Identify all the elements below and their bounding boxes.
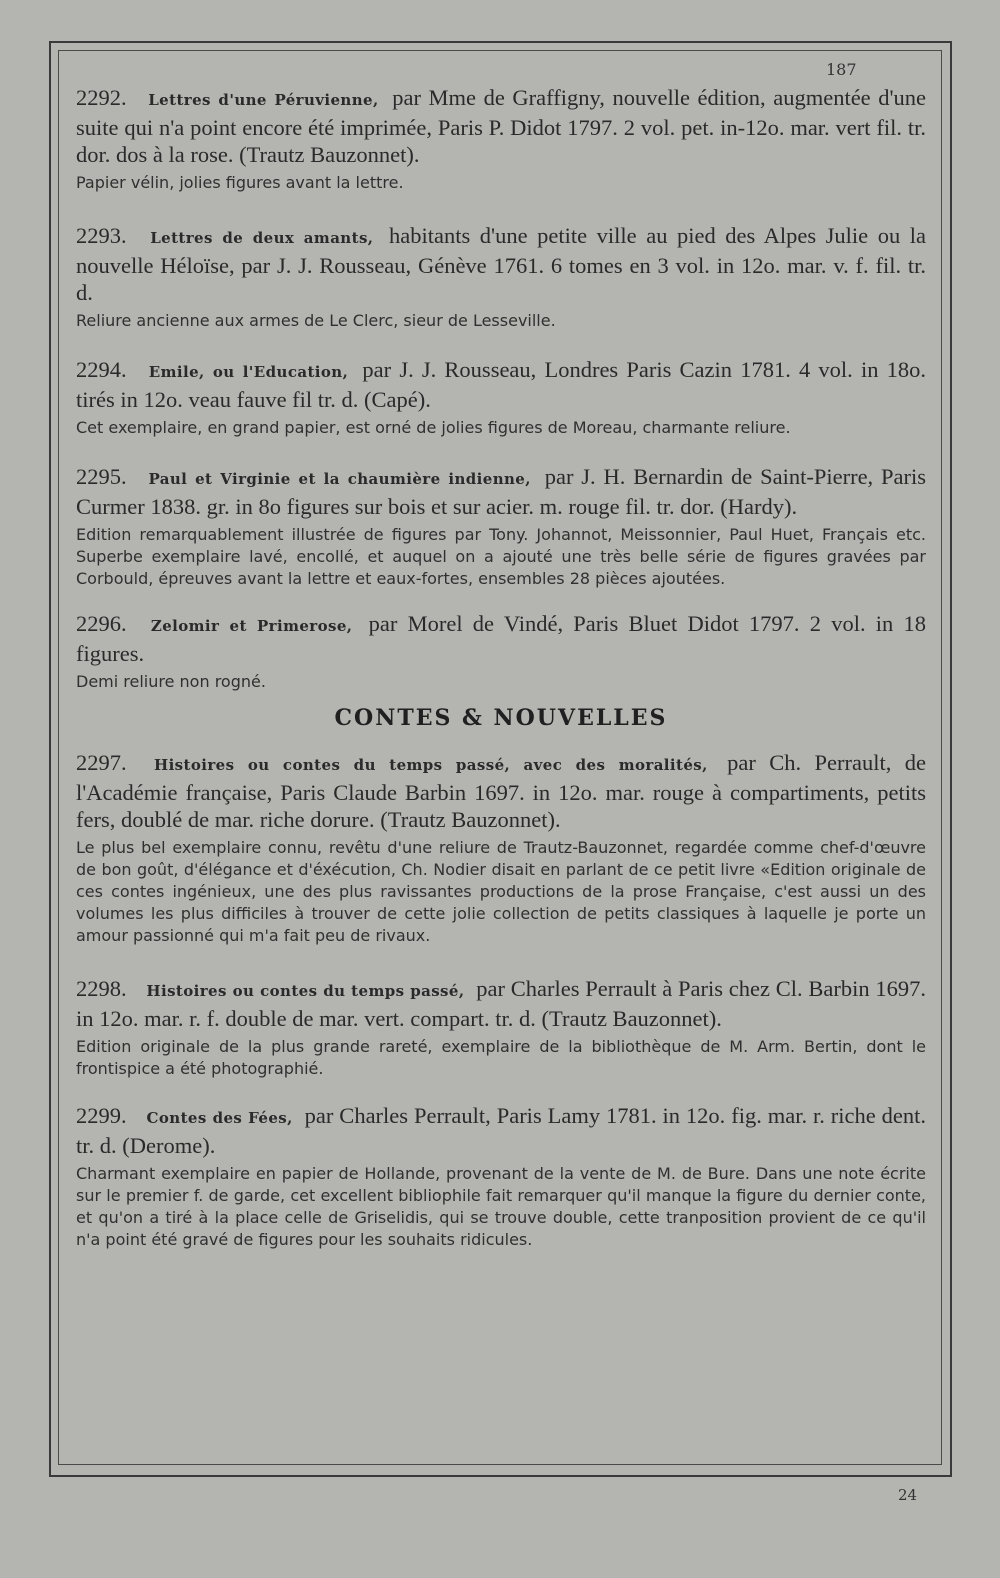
entry-title: Zelomir et Primerose,	[150, 617, 353, 635]
entry-number: 2294.	[76, 357, 127, 382]
entry-number: 2296.	[76, 611, 127, 636]
entry-description: par Morel de Vindé, Paris Bluet Didot 1797. 2 vol. in 18 figures.	[76, 611, 927, 666]
entry-description: par Charles Perrault, Paris Lamy 1781. in 12o. fig. mar. r. riche dent. tr. d. (Derome).	[76, 1103, 927, 1158]
catalogue-entry-2293	[76, 222, 926, 332]
entry-title: Contes des Fées,	[146, 1109, 293, 1127]
entry-note: Charmant exemplaire en papier de Hollande, provenant de la vente de M. de Bure. Dans une note écrite sur le premier f. de garde, cet excellent bibliophile fait remarquer qu'il manque la figure du dernier conte, et qu'on a tiré à la place celle de Griselidis, qui se trouve double, cette tranposition provient de ce qu'il n'a point été gravé de figures pour les souhaits ridicules.	[76, 1164, 926, 1249]
catalogue-entry-2294	[76, 356, 926, 439]
entry-description: par J. H. Bernardin de Saint-Pierre, Paris Curmer 1838. gr. in 8o figures sur bois et sur acier. m. rouge fil. tr. dor. (Hardy).	[76, 464, 927, 519]
entry-title: Emile, ou l'Education,	[148, 363, 349, 381]
catalogue-content	[76, 84, 926, 1251]
entry-number: 2292.	[76, 85, 127, 110]
entry-note: Edition remarquablement illustrée de figures par Tony. Johannot, Meissonnier, Paul Huet, Français etc. Superbe exemplaire lavé, encollé, et auquel on a ajouté une très belle série de figures gravées par Corbould, épreuves avant la lettre et eaux-fortes, ensembles 28 pièces ajoutées.	[76, 525, 926, 588]
entry-description: par Mme de Graffigny, nouvelle édition, augmentée d'une suite qui n'a point encore été imprimée, Paris P. Didot 1797. 2 vol. pet. in-12o. mar. vert fil. tr. dor. dos à la rose. (Trautz Bauzonnet).	[76, 85, 927, 167]
page-number: 187	[826, 60, 857, 79]
entry-number: 2295.	[76, 464, 127, 489]
entry-title: Lettres de deux amants,	[150, 229, 374, 247]
entry-number: 2297.	[76, 750, 127, 775]
entry-note: Demi reliure non rogné.	[76, 672, 266, 691]
entry-note: Le plus bel exemplaire connu, revêtu d'une reliure de Trautz-Bauzonnet, regardée comme chef-d'œuvre de bon goût, d'élégance et d'éxécution, Ch. Nodier disait en parlant de ce petit livre «Edition originale de ces contes ingénieux, une des plus ravissantes productions de la prose Française, c'est aussi un des volumes les plus difficiles à trouver de cette jolie collection de petits classiques à laquelle je porte un amour passionné qui m'a fait peu de rivaux.	[76, 838, 926, 945]
catalogue-entry-2296	[76, 610, 926, 693]
entry-description: habitants d'une petite ville au pied des Alpes Julie ou la nouvelle Héloïse, par J. J. Rousseau, Génève 1761. 6 tomes en 3 vol. in 12o. mar. v. f. fil. tr. d.	[76, 223, 926, 305]
entry-description: par Ch. Perrault, de l'Académie française, Paris Claude Barbin 1697. in 12o. mar. rouge à compartiments, petits fers, doublé de mar. riche dorure. (Trautz Bauzonnet).	[76, 750, 926, 832]
entry-note: Papier vélin, jolies figures avant la lettre.	[76, 173, 404, 192]
entry-number: 2293.	[76, 223, 127, 248]
catalogue-entry-2299	[76, 1102, 926, 1251]
entry-description: par Charles Perrault à Paris chez Cl. Barbin 1697. in 12o. mar. r. f. double de mar. vert. compart. tr. d. (Trautz Bauzonnet).	[76, 976, 927, 1031]
entry-title: Paul et Virginie et la chaumière indienne,	[148, 470, 531, 488]
catalogue-entry-2292	[76, 84, 926, 194]
entry-number: 2298.	[76, 976, 127, 1001]
catalogue-entry-2295	[76, 463, 926, 590]
entry-title: Histoires ou contes du temps passé, avec des moralités,	[154, 756, 708, 774]
entry-note: Edition originale de la plus grande rareté, exemplaire de la bibliothèque de M. Arm. Bertin, dont le frontispice a été photographié.	[76, 1037, 926, 1078]
catalogue-entry-2297	[76, 749, 926, 947]
section-heading: CONTES & NOUVELLES	[334, 705, 668, 731]
entry-number: 2299.	[76, 1103, 127, 1128]
signature-number: 24	[898, 1486, 918, 1504]
entry-title: Lettres d'une Péruvienne,	[148, 91, 379, 109]
entry-note: Cet exemplaire, en grand papier, est orné de jolies figures de Moreau, charmante reliure.	[76, 418, 791, 437]
entry-note: Reliure ancienne aux armes de Le Clerc, sieur de Lesseville.	[76, 311, 556, 330]
entry-title: Histoires ou contes du temps passé,	[146, 982, 465, 1000]
entry-description: par J. J. Rousseau, Londres Paris Cazin 1781. 4 vol. in 18o. tirés in 12o. veau fauve fil tr. d. (Capé).	[76, 357, 926, 412]
catalogue-entry-2298	[76, 975, 926, 1080]
